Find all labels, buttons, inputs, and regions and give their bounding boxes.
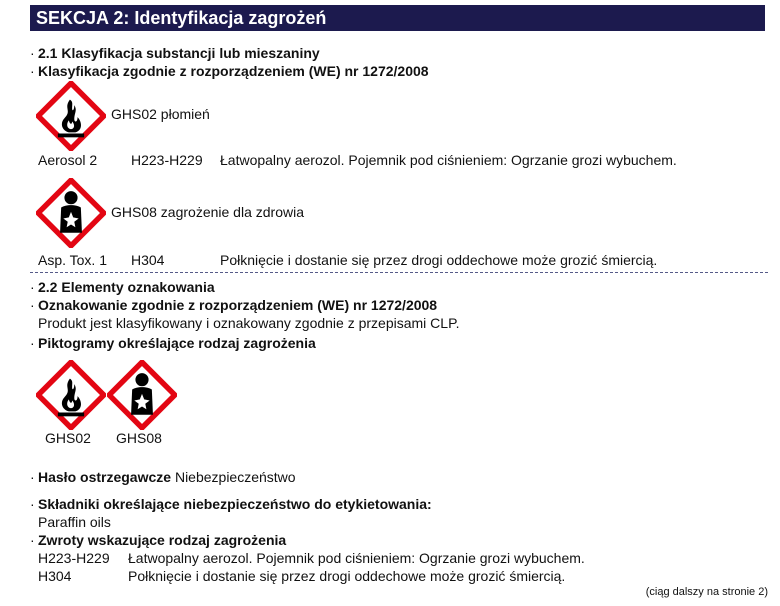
classification-category: Asp. Tox. 1 (38, 252, 108, 268)
hazard-statement-code: H223-H229 (38, 550, 110, 566)
ghs02-label: GHS02 płomień (111, 106, 210, 122)
pictograms-heading: Piktogramy określające rodzaj zagrożenia (38, 335, 316, 351)
section-divider (30, 272, 768, 273)
section-2-1-heading: 2.1 Klasyfikacja substancji lub mieszaniny (38, 45, 320, 61)
bullet-dot: · (30, 297, 35, 313)
classification-category: Aerosol 2 (38, 152, 98, 168)
hazard-statements-label: Zwroty wskazujące rodzaj zagrożenia (38, 532, 287, 548)
bullet-dot: · (30, 532, 35, 548)
bullet-dot: · (30, 45, 35, 61)
hazard-statement-text: Połknięcie i dostanie się przez drogi oddechowe może grozić śmiercią. (128, 568, 566, 584)
components-value: Paraffin oils (38, 514, 111, 530)
section-2-2-subheading: Oznakowanie zgodnie z rozporządzeniem (WE) nr 1272/2008 (38, 297, 438, 313)
clp-note: Produkt jest klasyfikowany i oznakowany zgodnie z przepisami CLP. (38, 315, 460, 331)
signal-word-row (38, 469, 296, 486)
continued-note: (ciąg dalszy na stronie 2) (645, 586, 768, 598)
components-label: Składniki określające niebezpieczeństwo do etykietowania: (38, 496, 432, 512)
pictogram-code: GHS08 (116, 430, 162, 446)
ghs08-label: GHS08 zagrożenie dla zdrowia (111, 204, 304, 220)
pictogram-code: GHS02 (45, 430, 91, 446)
classification-text: Połknięcie i dostanie się przez drogi oddechowe może grozić śmiercią. (220, 252, 658, 268)
bullet-dot: · (30, 469, 35, 485)
section-header: SEKCJA 2: Identyfikacja zagrożeń (30, 5, 765, 31)
bullet-dot: · (30, 335, 35, 351)
signal-word-value: Niebezpieczeństwo (174, 469, 296, 485)
signal-word-label: Hasło ostrzegawcze (38, 469, 172, 485)
bullet-dot: · (30, 279, 35, 295)
classification-code: H304 (131, 252, 165, 268)
classification-code: H223-H229 (131, 152, 203, 168)
hazard-statement-code: H304 (38, 568, 72, 584)
bullet-dot: · (30, 496, 35, 512)
hazard-statement-text: Łatwopalny aerozol. Pojemnik pod ciśnieniem: Ogrzanie grozi wybuchem. (128, 550, 585, 566)
bullet-dot: · (30, 63, 35, 79)
classification-text: Łatwopalny aerozol. Pojemnik pod ciśnieniem: Ogrzanie grozi wybuchem. (220, 152, 677, 168)
section-2-1-subheading: Klasyfikacja zgodnie z rozporządzeniem (WE) nr 1272/2008 (38, 63, 429, 79)
flame-icon (36, 360, 106, 430)
ghs02-flame-icon (36, 81, 106, 151)
ghs08-health-hazard-icon (36, 178, 106, 248)
health-hazard-icon (107, 360, 177, 430)
section-2-2-heading: 2.2 Elementy oznakowania (38, 279, 215, 295)
